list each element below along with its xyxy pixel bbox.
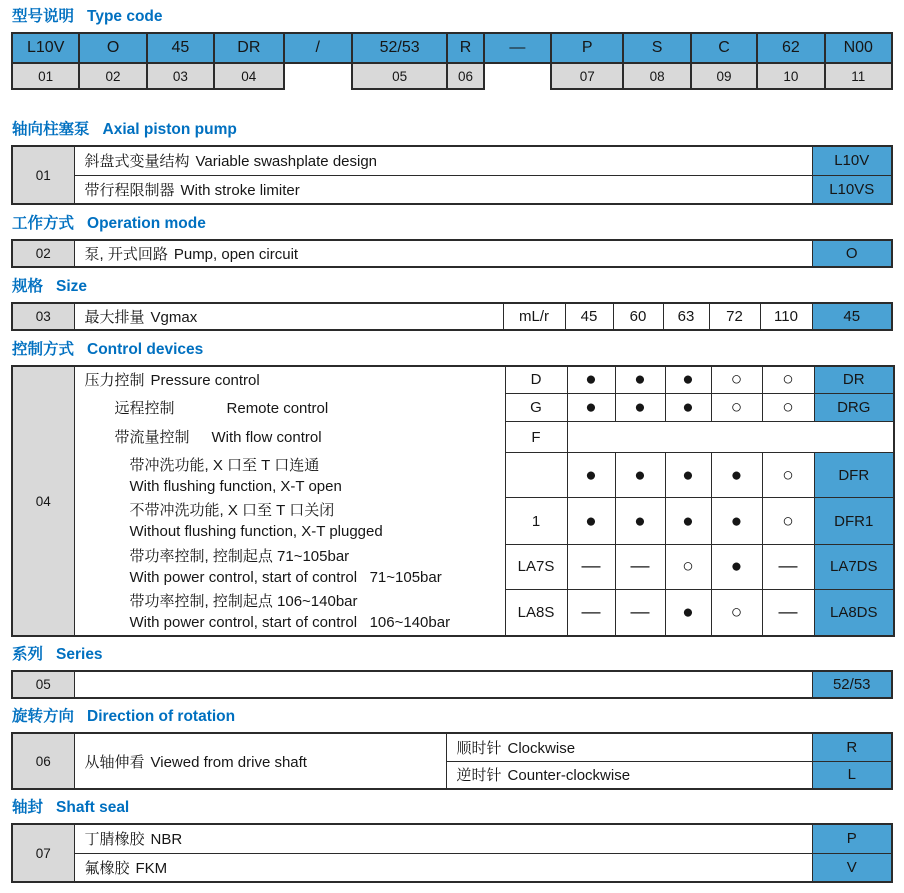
desc-line [85, 370, 505, 391]
code-cell: DRG [814, 393, 894, 421]
mark-cell [665, 544, 711, 589]
desc-en: With power control, start of control 106~140bar [129, 614, 451, 631]
heading-zh: 旋转方向 [12, 708, 75, 725]
heading-zh: 控制方式 [12, 341, 75, 358]
desc-zh: 最大排量 [84, 309, 145, 326]
desc-zh: 丁腈橡胶 [84, 831, 145, 849]
indicator-mark: — [581, 556, 601, 578]
heading-en: Shaft seal [56, 799, 130, 816]
row-id-cell: 07 [12, 824, 74, 882]
position-number-cell: 01 [12, 63, 79, 89]
mark-cell [762, 393, 814, 421]
desc-en: FKM [135, 859, 168, 877]
operation-table [11, 239, 893, 268]
size-value-cell: 63 [663, 303, 709, 330]
type-code-cell: 52/53 [352, 33, 448, 63]
mark-cell [762, 498, 814, 544]
desc-line [115, 398, 505, 419]
type-code-cell: 62 [757, 33, 824, 63]
desc-group [75, 453, 505, 498]
heading-zh: 工作方式 [12, 215, 75, 232]
desc-en: With stroke limiter [180, 181, 300, 199]
code-cell: 52/53 [812, 671, 892, 698]
row-id-cell: 05 [12, 671, 74, 698]
table-row [12, 366, 894, 393]
type-code-table [11, 32, 893, 90]
position-number-cell: 05 [352, 63, 448, 89]
code-cell: V [812, 853, 892, 882]
desc-zh: 带功率控制, 控制起点 71~105bar [129, 547, 350, 565]
indicator-mark: ● [585, 396, 597, 418]
position-number-cell: 03 [147, 63, 214, 89]
type-code-cell: DR [214, 33, 283, 63]
indicator-mark: ● [682, 396, 694, 418]
indicator-mark: ○ [730, 396, 743, 418]
type-code-cell: S [623, 33, 690, 63]
desc-cell [74, 824, 812, 853]
desc-en: Clockwise [507, 739, 576, 757]
indicator-mark: ● [730, 556, 743, 578]
indicator-mark: ● [585, 510, 597, 532]
desc-en: With flow control [211, 429, 322, 446]
control-key-cell: LA8S [505, 590, 567, 636]
section-heading-series [12, 645, 893, 665]
desc-en: Remote control [226, 399, 329, 417]
table-row [12, 671, 892, 698]
indicator-mark: ○ [682, 556, 694, 578]
indicator-mark: ● [730, 464, 743, 486]
rotation-option-cell [446, 733, 812, 761]
desc-zh: 带行程限制器 [84, 181, 175, 199]
control-key-cell: D [505, 366, 567, 393]
indicator-mark: ○ [782, 510, 794, 532]
indicator-mark: ● [682, 602, 694, 624]
mark-cell [711, 393, 762, 421]
mark-cell [615, 544, 665, 589]
table-row [12, 853, 892, 882]
row-id-cell: 04 [12, 366, 74, 636]
desc-zh: 逆时针 [456, 767, 502, 785]
mark-cell [665, 453, 711, 498]
desc-zh: 不带冲洗功能, X 口至 T 口关闭 [129, 502, 335, 519]
heading-en: Series [56, 646, 103, 663]
desc-group [75, 498, 505, 544]
heading-en: Size [56, 278, 88, 295]
row-id-cell: 06 [12, 733, 74, 789]
desc-zh: 顺时针 [456, 739, 502, 757]
type-code-cell: R [447, 33, 483, 63]
pump-table [11, 145, 893, 205]
desc-en: Counter-clockwise [507, 767, 631, 785]
indicator-mark: — [581, 602, 601, 624]
indicator-mark: ● [634, 464, 646, 486]
desc-cell [74, 146, 812, 175]
table-row [12, 824, 892, 853]
indicator-mark: ● [634, 369, 646, 391]
type-code-separator-cell: / [284, 33, 352, 63]
code-cell: LA8DS [814, 590, 894, 636]
desc-group [75, 544, 505, 589]
size-value-cell: 60 [613, 303, 663, 330]
section-heading-pump [12, 120, 893, 140]
control-desc-cell [74, 366, 505, 636]
control-key-cell: 1 [505, 498, 567, 544]
rotation-table [11, 732, 893, 790]
mark-cell [665, 366, 711, 393]
series-table [11, 670, 893, 699]
table-row [12, 146, 892, 175]
desc-en: Vgmax [150, 309, 198, 326]
position-number-cell: 06 [447, 63, 483, 89]
type-code-cell: L10V [12, 33, 79, 63]
section-heading-size [12, 277, 893, 297]
indicator-mark: ● [682, 464, 694, 486]
control-desc-lines [75, 367, 505, 635]
mark-cell [711, 544, 762, 589]
mark-cell [615, 498, 665, 544]
desc-group [75, 589, 505, 635]
indicator-mark: ● [682, 510, 694, 532]
desc-cell [74, 733, 446, 789]
position-number-cell: 11 [825, 63, 892, 89]
mark-cell [711, 366, 762, 393]
position-number-cell: 08 [623, 63, 690, 89]
row-id-cell: 01 [12, 146, 74, 204]
desc-group [75, 394, 505, 422]
mark-cell [615, 366, 665, 393]
desc-en: Pressure control [150, 372, 260, 389]
desc-zh: 压力控制 [84, 372, 145, 389]
position-number-cell: 07 [551, 63, 623, 89]
indicator-mark: ● [634, 510, 646, 532]
desc-zh: 带功率控制, 控制起点 106~140bar [129, 593, 358, 610]
heading-zh: 系列 [12, 646, 44, 663]
mark-cell [615, 453, 665, 498]
type-code-cell: O [79, 33, 146, 63]
type-code-separator-cell: — [484, 33, 551, 63]
desc-en: Pump, open circuit [173, 246, 299, 263]
position-number-cell: 10 [757, 63, 824, 89]
code-cell: 45 [812, 303, 892, 330]
unit-cell: mL/r [503, 303, 565, 330]
table-row [12, 303, 892, 330]
mark-cell [762, 366, 814, 393]
desc-zh: 带流量控制 [114, 429, 190, 446]
position-number-cell: 04 [214, 63, 283, 89]
code-cell: L10VS [812, 175, 892, 204]
code-cell: P [812, 824, 892, 853]
section-heading-operation [12, 214, 893, 234]
row-id-cell: 02 [12, 240, 74, 267]
desc-en: Variable swashplate design [195, 153, 378, 171]
code-cell: DR [814, 366, 894, 393]
mark-cell [762, 544, 814, 589]
desc-en: NBR [150, 831, 183, 849]
indicator-mark: ● [634, 396, 646, 418]
size-value-cell: 45 [565, 303, 613, 330]
seal-table [11, 823, 893, 883]
mark-cell [711, 590, 762, 636]
desc-group [75, 367, 505, 394]
mark-cell [665, 590, 711, 636]
table-row [12, 175, 892, 204]
desc-en: Without flushing function, X-T plugged [129, 523, 383, 540]
code-cell: DFR1 [814, 498, 894, 544]
table-row [12, 733, 892, 761]
type-code-row [12, 33, 892, 63]
mark-cell [567, 544, 615, 589]
code-cell: LA7DS [814, 544, 894, 589]
row-id-cell: 03 [12, 303, 74, 330]
control-table [11, 365, 895, 637]
heading-en: Axial piston pump [102, 121, 237, 138]
desc-en: With flushing function, X-T open [129, 477, 342, 495]
heading-en: Control devices [87, 341, 204, 358]
desc-zh: 从轴伸看 [84, 753, 145, 771]
indicator-mark: ○ [730, 602, 743, 624]
type-code-gap [284, 63, 352, 89]
desc-zh: 带冲洗功能, X 口至 T 口连通 [129, 456, 320, 474]
mark-cell [615, 393, 665, 421]
mark-cell [567, 366, 615, 393]
heading-en: Direction of rotation [87, 708, 236, 725]
type-code-cell: N00 [825, 33, 892, 63]
section-heading-rotation [12, 707, 893, 727]
mark-cell [567, 498, 615, 544]
control-empty-cell [567, 421, 894, 452]
desc-cell [74, 240, 812, 267]
indicator-mark: ● [585, 464, 597, 486]
type-code-cell: 45 [147, 33, 214, 63]
code-cell: DFR [814, 453, 894, 498]
indicator-mark: — [630, 602, 650, 624]
type-code-cell: P [551, 33, 623, 63]
size-table [11, 302, 893, 331]
code-cell: O [812, 240, 892, 267]
mark-cell [567, 453, 615, 498]
indicator-mark: — [778, 602, 798, 624]
heading-zh: 轴向柱塞泵 [12, 121, 90, 138]
mark-cell [711, 498, 762, 544]
desc-cell [74, 175, 812, 204]
mark-cell [762, 453, 814, 498]
desc-cell [74, 303, 503, 330]
desc-group [75, 422, 505, 453]
indicator-mark: ● [730, 510, 743, 532]
control-key-cell: G [505, 393, 567, 421]
indicator-mark: ● [682, 369, 694, 391]
mark-cell [711, 453, 762, 498]
position-number-cell: 09 [691, 63, 757, 89]
code-cell: R [812, 733, 892, 761]
desc-cell [74, 671, 812, 698]
type-code-gap [484, 63, 551, 89]
heading-zh: 轴封 [12, 799, 44, 816]
mark-cell [567, 590, 615, 636]
type-code-number-row [12, 63, 892, 89]
heading-zh: 型号说明 [12, 8, 75, 25]
desc-zh: 泵, 开式回路 [84, 246, 168, 263]
control-key-cell [505, 453, 567, 498]
code-cell: L10V [812, 146, 892, 175]
rotation-option-cell [446, 761, 812, 789]
mark-cell [567, 393, 615, 421]
heading-en: Type code [87, 8, 163, 25]
size-value-cell: 110 [760, 303, 812, 330]
indicator-mark: — [778, 556, 798, 578]
type-code-cell: C [691, 33, 757, 63]
indicator-mark: ● [585, 369, 597, 391]
section-heading-control [12, 340, 893, 360]
desc-line [115, 427, 505, 448]
size-value-cell: 72 [709, 303, 760, 330]
code-cell: L [812, 761, 892, 789]
control-key-cell: LA7S [505, 544, 567, 589]
heading-en: Operation mode [87, 215, 206, 232]
desc-en: With power control, start of control 71~105bar [129, 568, 442, 586]
mark-cell [762, 590, 814, 636]
table-row [12, 240, 892, 267]
desc-zh: 斜盘式变量结构 [84, 153, 190, 171]
heading-zh: 规格 [12, 278, 44, 295]
desc-zh: 氟橡胶 [84, 859, 130, 877]
desc-en: Viewed from drive shaft [150, 753, 307, 771]
mark-cell [665, 498, 711, 544]
mark-cell [665, 393, 711, 421]
desc-cell [74, 853, 812, 882]
indicator-mark: ○ [730, 369, 743, 391]
indicator-mark: — [630, 556, 650, 578]
mark-cell [615, 590, 665, 636]
indicator-mark: ○ [782, 396, 794, 418]
indicator-mark: ○ [782, 369, 794, 391]
control-key-cell: F [505, 421, 567, 452]
position-number-cell: 02 [79, 63, 146, 89]
indicator-mark: ○ [782, 464, 794, 486]
section-heading-seal [12, 798, 893, 818]
section-heading-type-code [12, 7, 893, 27]
desc-zh: 远程控制 [114, 399, 175, 417]
